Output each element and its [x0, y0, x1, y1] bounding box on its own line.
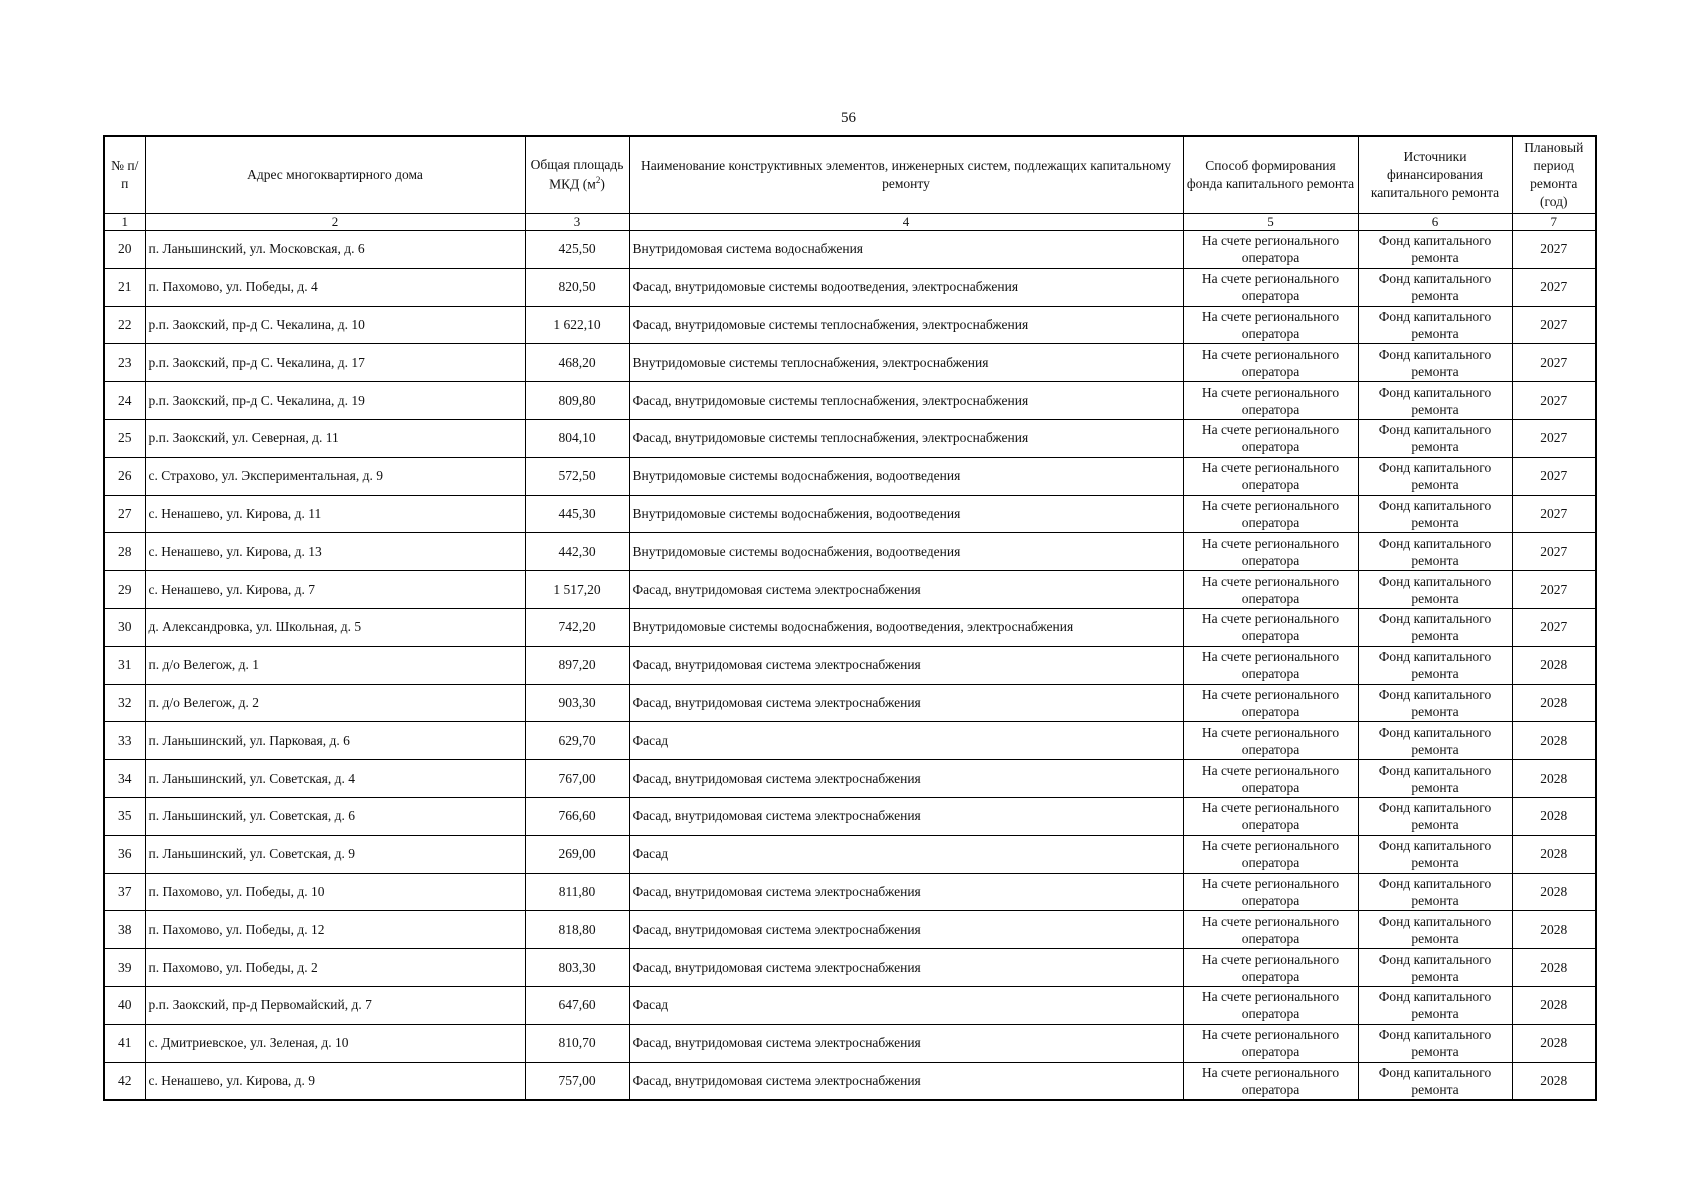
table-row [104, 306, 1596, 344]
row-area: 820,50 [525, 268, 629, 306]
row-address: с. Ненашево, ул. Кирова, д. 7 [145, 571, 525, 609]
row-fund-method: На счете регионального оператора [1183, 797, 1358, 835]
row-number: 32 [104, 684, 145, 722]
row-number: 38 [104, 911, 145, 949]
row-area: 804,10 [525, 419, 629, 457]
row-source: Фонд капитального ремонта [1358, 457, 1512, 495]
row-source: Фонд капитального ремонта [1358, 760, 1512, 798]
row-number: 21 [104, 268, 145, 306]
table-row [104, 268, 1596, 306]
row-fund-method: На счете регионального оператора [1183, 722, 1358, 760]
row-year: 2028 [1512, 1024, 1596, 1062]
repair-program-table [103, 135, 1597, 1101]
row-number: 22 [104, 306, 145, 344]
header-area-text: Общая площадь МКД (м [530, 157, 624, 192]
row-address: п. Пахомово, ул. Победы, д. 2 [145, 949, 525, 987]
row-address: д. Александровка, ул. Школьная, д. 5 [145, 608, 525, 646]
row-area: 809,80 [525, 382, 629, 420]
row-works: Фасад, внутридомовая система электроснабжения [629, 684, 1183, 722]
row-number: 28 [104, 533, 145, 571]
row-source: Фонд капитального ремонта [1358, 835, 1512, 873]
table-row [104, 382, 1596, 420]
row-fund-method: На счете регионального оператора [1183, 949, 1358, 987]
row-works: Внутридомовые системы водоснабжения, водоотведения [629, 457, 1183, 495]
row-year: 2028 [1512, 684, 1596, 722]
row-address: п. Пахомово, ул. Победы, д. 12 [145, 911, 525, 949]
row-fund-method: На счете регионального оператора [1183, 835, 1358, 873]
row-year: 2027 [1512, 231, 1596, 269]
row-year: 2028 [1512, 835, 1596, 873]
row-works: Фасад [629, 722, 1183, 760]
header-period: Плановый период ремонта (год) [1512, 136, 1596, 214]
row-year: 2027 [1512, 382, 1596, 420]
row-source: Фонд капитального ремонта [1358, 797, 1512, 835]
table-row [104, 571, 1596, 609]
row-year: 2027 [1512, 495, 1596, 533]
row-number: 29 [104, 571, 145, 609]
row-year: 2027 [1512, 608, 1596, 646]
header-area [525, 136, 629, 214]
row-works: Фасад, внутридомовая система электроснабжения [629, 571, 1183, 609]
header-area-close: ) [600, 176, 605, 192]
row-works: Фасад, внутридомовая система электроснабжения [629, 646, 1183, 684]
table-body [104, 231, 1596, 1100]
row-year: 2028 [1512, 646, 1596, 684]
row-fund-method: На счете регионального оператора [1183, 533, 1358, 571]
row-address: с. Ненашево, ул. Кирова, д. 13 [145, 533, 525, 571]
row-address: п. д/о Велегож, д. 2 [145, 684, 525, 722]
row-address: п. Пахомово, ул. Победы, д. 10 [145, 873, 525, 911]
table-row [104, 419, 1596, 457]
row-source: Фонд капитального ремонта [1358, 873, 1512, 911]
row-area: 425,50 [525, 231, 629, 269]
row-works: Внутридомовые системы теплоснабжения, электроснабжения [629, 344, 1183, 382]
table-row [104, 835, 1596, 873]
row-fund-method: На счете регионального оператора [1183, 1024, 1358, 1062]
column-number-row [104, 214, 1596, 231]
row-number: 26 [104, 457, 145, 495]
row-source: Фонд капитального ремонта [1358, 1024, 1512, 1062]
row-fund-method: На счете регионального оператора [1183, 268, 1358, 306]
row-works: Внутридомовые системы водоснабжения, водоотведения [629, 533, 1183, 571]
table-header [104, 136, 1596, 231]
row-address: п. Ланьшинский, ул. Советская, д. 4 [145, 760, 525, 798]
row-works: Фасад, внутридомовая система электроснабжения [629, 1062, 1183, 1100]
row-address: р.п. Заокский, пр-д С. Чекалина, д. 19 [145, 382, 525, 420]
row-area: 803,30 [525, 949, 629, 987]
table-row [104, 873, 1596, 911]
table-row [104, 911, 1596, 949]
row-area: 757,00 [525, 1062, 629, 1100]
row-source: Фонд капитального ремонта [1358, 344, 1512, 382]
row-works: Фасад, внутридомовые системы теплоснабжения, электроснабжения [629, 419, 1183, 457]
row-works: Фасад [629, 835, 1183, 873]
row-source: Фонд капитального ремонта [1358, 684, 1512, 722]
row-area: 766,60 [525, 797, 629, 835]
row-year: 2027 [1512, 457, 1596, 495]
row-year: 2028 [1512, 722, 1596, 760]
row-works: Фасад [629, 986, 1183, 1024]
row-area: 572,50 [525, 457, 629, 495]
table-row [104, 797, 1596, 835]
row-number: 35 [104, 797, 145, 835]
table-row [104, 608, 1596, 646]
table-row [104, 533, 1596, 571]
row-source: Фонд капитального ремонта [1358, 231, 1512, 269]
row-year: 2027 [1512, 344, 1596, 382]
row-address: п. Ланьшинский, ул. Советская, д. 9 [145, 835, 525, 873]
row-source: Фонд капитального ремонта [1358, 419, 1512, 457]
row-number: 40 [104, 986, 145, 1024]
row-source: Фонд капитального ремонта [1358, 495, 1512, 533]
column-number: 1 [104, 214, 145, 231]
row-address: р.п. Заокский, ул. Северная, д. 11 [145, 419, 525, 457]
row-area: 629,70 [525, 722, 629, 760]
row-fund-method: На счете регионального оператора [1183, 306, 1358, 344]
row-year: 2028 [1512, 760, 1596, 798]
row-fund-method: На счете регионального оператора [1183, 382, 1358, 420]
row-address: п. д/о Велегож, д. 1 [145, 646, 525, 684]
row-address: р.п. Заокский, пр-д С. Чекалина, д. 10 [145, 306, 525, 344]
row-year: 2028 [1512, 986, 1596, 1024]
row-works: Внутридомовые системы водоснабжения, водоотведения, электроснабжения [629, 608, 1183, 646]
header-address: Адрес многоквартирного дома [145, 136, 525, 214]
row-works: Фасад, внутридомовые системы водоотведения, электроснабжения [629, 268, 1183, 306]
row-fund-method: На счете регионального оператора [1183, 571, 1358, 609]
row-fund-method: На счете регионального оператора [1183, 986, 1358, 1024]
row-source: Фонд капитального ремонта [1358, 646, 1512, 684]
row-year: 2028 [1512, 949, 1596, 987]
row-works: Фасад, внутридомовые системы теплоснабжения, электроснабжения [629, 382, 1183, 420]
table-row [104, 722, 1596, 760]
table-row [104, 986, 1596, 1024]
row-year: 2027 [1512, 306, 1596, 344]
table-row [104, 495, 1596, 533]
row-area: 767,00 [525, 760, 629, 798]
row-source: Фонд капитального ремонта [1358, 533, 1512, 571]
header-area-sup: 2 [595, 175, 601, 186]
row-number: 42 [104, 1062, 145, 1100]
row-area: 468,20 [525, 344, 629, 382]
row-address: с. Дмитриевское, ул. Зеленая, д. 10 [145, 1024, 525, 1062]
row-area: 269,00 [525, 835, 629, 873]
column-number: 5 [1183, 214, 1358, 231]
row-fund-method: На счете регионального оператора [1183, 457, 1358, 495]
header-num: № п/п [104, 136, 145, 214]
row-year: 2027 [1512, 419, 1596, 457]
row-area: 742,20 [525, 608, 629, 646]
row-number: 34 [104, 760, 145, 798]
row-number: 39 [104, 949, 145, 987]
row-number: 37 [104, 873, 145, 911]
page-number: 56 [841, 110, 856, 126]
row-area: 818,80 [525, 911, 629, 949]
row-fund-method: На счете регионального оператора [1183, 684, 1358, 722]
row-source: Фонд капитального ремонта [1358, 382, 1512, 420]
table-row [104, 684, 1596, 722]
row-area: 442,30 [525, 533, 629, 571]
row-area: 1 622,10 [525, 306, 629, 344]
row-address: с. Страхово, ул. Экспериментальная, д. 9 [145, 457, 525, 495]
row-address: п. Ланьшинский, ул. Парковая, д. 6 [145, 722, 525, 760]
row-works: Фасад, внутридомовая система электроснабжения [629, 911, 1183, 949]
row-fund-method: На счете регионального оператора [1183, 873, 1358, 911]
row-works: Фасад, внутридомовая система электроснабжения [629, 760, 1183, 798]
row-address: п. Ланьшинский, ул. Советская, д. 6 [145, 797, 525, 835]
row-source: Фонд капитального ремонта [1358, 608, 1512, 646]
row-source: Фонд капитального ремонта [1358, 1062, 1512, 1100]
header-works: Наименование конструктивных элементов, инженерных систем, подлежащих капитальному ремонту [629, 136, 1183, 214]
header-row [104, 136, 1596, 214]
row-number: 31 [104, 646, 145, 684]
row-fund-method: На счете регионального оператора [1183, 419, 1358, 457]
row-year: 2028 [1512, 1062, 1596, 1100]
row-area: 647,60 [525, 986, 629, 1024]
table-row [104, 949, 1596, 987]
table-row [104, 760, 1596, 798]
column-number: 3 [525, 214, 629, 231]
row-number: 23 [104, 344, 145, 382]
header-sources: Источники финансирования капитального ремонта [1358, 136, 1512, 214]
table-row [104, 1062, 1596, 1100]
table-row [104, 231, 1596, 269]
row-works: Внутридомовая система водоснабжения [629, 231, 1183, 269]
row-number: 41 [104, 1024, 145, 1062]
row-fund-method: На счете регионального оператора [1183, 646, 1358, 684]
row-number: 36 [104, 835, 145, 873]
row-area: 445,30 [525, 495, 629, 533]
row-address: с. Ненашево, ул. Кирова, д. 9 [145, 1062, 525, 1100]
table-row [104, 1024, 1596, 1062]
column-number: 6 [1358, 214, 1512, 231]
row-fund-method: На счете регионального оператора [1183, 344, 1358, 382]
row-year: 2028 [1512, 873, 1596, 911]
row-source: Фонд капитального ремонта [1358, 571, 1512, 609]
row-address: п. Ланьшинский, ул. Московская, д. 6 [145, 231, 525, 269]
header-fund-method: Способ формирования фонда капитального ремонта [1183, 136, 1358, 214]
row-address: с. Ненашево, ул. Кирова, д. 11 [145, 495, 525, 533]
row-address: п. Пахомово, ул. Победы, д. 4 [145, 268, 525, 306]
table-row [104, 344, 1596, 382]
row-area: 810,70 [525, 1024, 629, 1062]
row-source: Фонд капитального ремонта [1358, 986, 1512, 1024]
row-source: Фонд капитального ремонта [1358, 268, 1512, 306]
row-works: Фасад, внутридомовая система электроснабжения [629, 949, 1183, 987]
row-fund-method: На счете регионального оператора [1183, 231, 1358, 269]
row-works: Внутридомовые системы водоснабжения, водоотведения [629, 495, 1183, 533]
row-works: Фасад, внутридомовая система электроснабжения [629, 873, 1183, 911]
table-row [104, 646, 1596, 684]
row-works: Фасад, внутридомовая система электроснабжения [629, 1024, 1183, 1062]
row-number: 27 [104, 495, 145, 533]
row-number: 30 [104, 608, 145, 646]
column-number: 2 [145, 214, 525, 231]
row-year: 2027 [1512, 268, 1596, 306]
row-year: 2028 [1512, 911, 1596, 949]
row-number: 33 [104, 722, 145, 760]
row-year: 2027 [1512, 533, 1596, 571]
row-fund-method: На счете регионального оператора [1183, 608, 1358, 646]
row-year: 2028 [1512, 797, 1596, 835]
row-area: 897,20 [525, 646, 629, 684]
column-number: 7 [1512, 214, 1596, 231]
row-area: 903,30 [525, 684, 629, 722]
table-row [104, 457, 1596, 495]
row-source: Фонд капитального ремонта [1358, 306, 1512, 344]
row-area: 1 517,20 [525, 571, 629, 609]
row-fund-method: На счете регионального оператора [1183, 1062, 1358, 1100]
row-year: 2027 [1512, 571, 1596, 609]
row-address: р.п. Заокский, пр-д С. Чекалина, д. 17 [145, 344, 525, 382]
column-number: 4 [629, 214, 1183, 231]
row-source: Фонд капитального ремонта [1358, 949, 1512, 987]
row-fund-method: На счете регионального оператора [1183, 760, 1358, 798]
row-source: Фонд капитального ремонта [1358, 722, 1512, 760]
row-address: р.п. Заокский, пр-д Первомайский, д. 7 [145, 986, 525, 1024]
row-source: Фонд капитального ремонта [1358, 911, 1512, 949]
row-works: Фасад, внутридомовая система электроснабжения [629, 797, 1183, 835]
row-number: 20 [104, 231, 145, 269]
row-area: 811,80 [525, 873, 629, 911]
row-number: 25 [104, 419, 145, 457]
row-number: 24 [104, 382, 145, 420]
row-fund-method: На счете регионального оператора [1183, 911, 1358, 949]
row-fund-method: На счете регионального оператора [1183, 495, 1358, 533]
row-works: Фасад, внутридомовые системы теплоснабжения, электроснабжения [629, 306, 1183, 344]
